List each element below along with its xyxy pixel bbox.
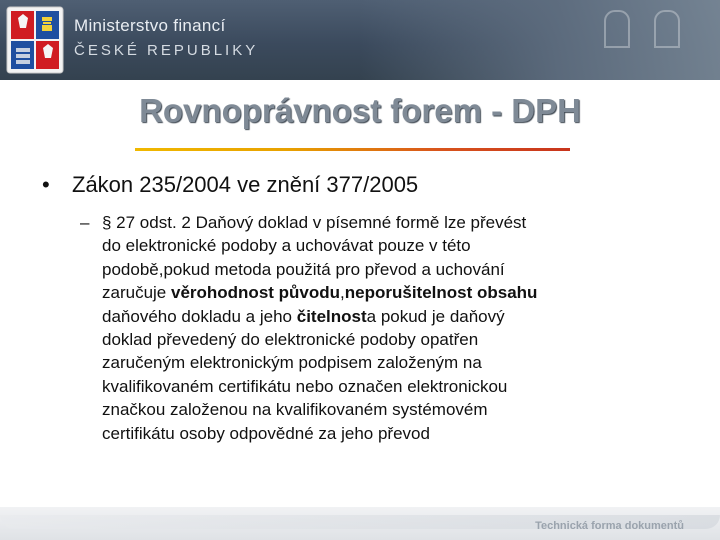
text-run: zaručuje bbox=[102, 283, 171, 303]
text-line bbox=[102, 305, 672, 328]
header-banner bbox=[0, 0, 720, 80]
bold-term: věrohodnost původu bbox=[170, 283, 341, 303]
text-line bbox=[102, 375, 672, 398]
text-line bbox=[102, 328, 672, 351]
text-line bbox=[102, 234, 672, 257]
footer-text: Technická forma dokumentů bbox=[535, 520, 684, 532]
window-decoration bbox=[604, 10, 630, 48]
title-underline bbox=[135, 148, 570, 151]
ministry-name: Ministerstvo financí bbox=[74, 16, 226, 35]
text-line bbox=[102, 211, 672, 234]
bullet-text: Zákon 235/2004 ve znění 377/2005 bbox=[72, 172, 419, 197]
text-run: kvalifikovaném certifikátu nebo označen elektronickou bbox=[102, 376, 508, 396]
coat-of-arms-icon bbox=[6, 6, 64, 74]
text-line bbox=[102, 422, 672, 445]
bold-term: čitelnost bbox=[296, 306, 367, 326]
text-line bbox=[102, 281, 672, 304]
text-run: podobě,pokud metoda použitá pro převod a uchování bbox=[102, 259, 505, 279]
ministry-subtitle: ČESKÉ REPUBLIKY bbox=[74, 42, 259, 59]
text-run: a pokud je daňový bbox=[366, 306, 505, 326]
window-decoration bbox=[654, 10, 680, 48]
slide-title: Rovnoprávnost forem - DPH bbox=[139, 92, 581, 129]
text-line bbox=[102, 398, 672, 421]
text-run: certifikátu osoby odpovědné za jeho převod bbox=[102, 423, 430, 443]
footer-band bbox=[0, 507, 720, 540]
bullet-dot-icon: • bbox=[42, 172, 50, 197]
text-run: zaručeným elektronickým podpisem založeným na bbox=[102, 353, 482, 373]
text-line bbox=[102, 258, 672, 281]
text-run: , bbox=[340, 283, 345, 303]
text-run: značkou založenou na kvalifikovaném systémovém bbox=[102, 400, 488, 420]
bullet-dash-icon: – bbox=[80, 213, 90, 232]
bullet-body bbox=[102, 211, 672, 445]
text-run: daňového dokladu a jeho bbox=[102, 306, 297, 326]
text-run: doklad převedený do elektronické podoby opatřen bbox=[102, 330, 479, 350]
text-run: § 27 odst. 2 Daňový doklad v písemné formě lze převést bbox=[102, 213, 527, 232]
text-line bbox=[102, 351, 672, 374]
bold-term: neporušitelnost obsahu bbox=[344, 283, 538, 303]
text-run: do elektronické podoby a uchovávat pouze v této bbox=[102, 236, 471, 256]
